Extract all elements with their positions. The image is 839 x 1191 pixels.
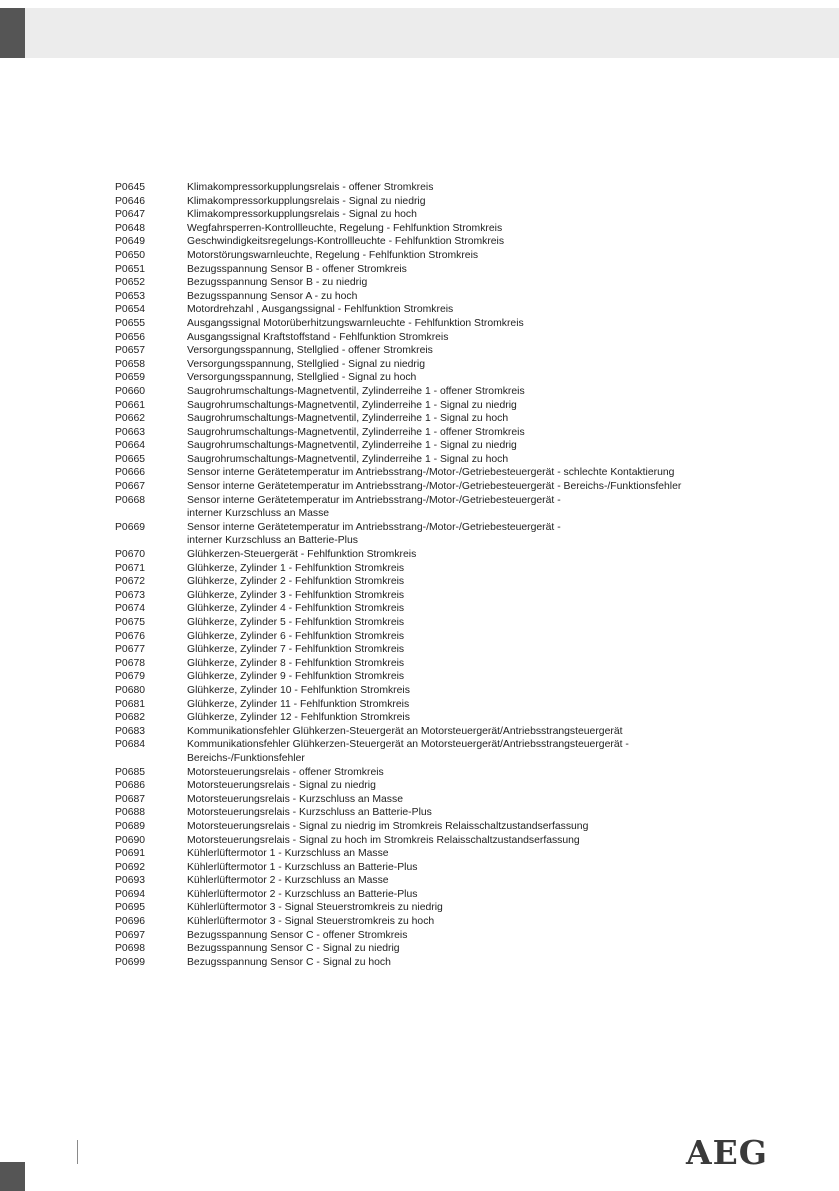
fault-code-row xyxy=(115,548,815,562)
fault-code: P0680 xyxy=(115,684,146,696)
fault-description: Ausgangssignal Motorüberhitzungswarnleuchte - Fehlfunktion Stromkreis xyxy=(187,317,524,329)
fault-description: Sensor interne Gerätetemperatur im Antriebsstrang-/Motor-/Getriebesteuergerät - schlechte Kontaktierung xyxy=(187,467,675,479)
fault-code-row xyxy=(115,399,815,413)
fault-code: P0665 xyxy=(115,453,146,465)
fault-code: P0688 xyxy=(115,807,146,819)
footer-divider xyxy=(77,1140,78,1164)
header-tab xyxy=(0,8,25,58)
fault-code-row xyxy=(115,426,815,440)
fault-description: Motorstörungswarnleuchte, Regelung - Fehlfunktion Stromkreis xyxy=(187,249,479,261)
fault-code-row xyxy=(115,602,815,616)
fault-code-row xyxy=(115,670,815,684)
fault-code-row xyxy=(115,195,815,209)
fault-code-row xyxy=(115,466,815,480)
fault-code: P0649 xyxy=(115,236,146,248)
fault-code-row xyxy=(115,820,815,834)
fault-code-row xyxy=(115,643,815,657)
fault-code: P0670 xyxy=(115,549,146,561)
fault-code: P0668 xyxy=(115,494,146,506)
fault-code: P0648 xyxy=(115,222,146,234)
fault-description: Klimakompressorkupplungsrelais - Signal zu hoch xyxy=(187,209,417,221)
fault-description: Glühkerze, Zylinder 10 - Fehlfunktion Stromkreis xyxy=(187,684,410,696)
fault-code-row xyxy=(115,371,815,385)
fault-code: P0692 xyxy=(115,861,146,873)
fault-code-row xyxy=(115,439,815,453)
fault-description: Motorsteuerungsrelais - offener Stromkreis xyxy=(187,766,384,778)
fault-code-row xyxy=(115,834,815,848)
fault-description: Saugrohrumschaltungs-Magnetventil, Zylinderreihe 1 - Signal zu hoch xyxy=(187,413,509,425)
fault-description: Sensor interne Gerätetemperatur im Antriebsstrang-/Motor-/Getriebesteuergerät - interner Kurzschluss an Batterie-Plus xyxy=(187,521,561,547)
fault-code-row xyxy=(115,861,815,875)
fault-code: P0682 xyxy=(115,712,146,724)
fault-code: P0683 xyxy=(115,725,146,737)
fault-description: Glühkerze, Zylinder 7 - Fehlfunktion Stromkreis xyxy=(187,644,405,656)
fault-code: P0652 xyxy=(115,277,146,289)
fault-description: Wegfahrsperren-Kontrollleuchte, Regelung - Fehlfunktion Stromkreis xyxy=(187,222,503,234)
fault-description: Kommunikationsfehler Glühkerzen-Steuergerät an Motorsteuergerät/Antriebsstrangsteuergerät - Bereichs-/Funktionsfehler xyxy=(187,739,629,764)
fault-code: P0677 xyxy=(115,644,146,656)
fault-code-row xyxy=(115,589,815,603)
fault-code-row xyxy=(115,847,815,861)
fault-description: Glühkerze, Zylinder 2 - Fehlfunktion Stromkreis xyxy=(187,576,405,588)
fault-code-row xyxy=(115,766,815,780)
fault-description: Kommunikationsfehler Glühkerzen-Steuergerät an Motorsteuergerät/Antriebsstrangsteuergerät xyxy=(187,725,623,737)
fault-code: P0645 xyxy=(115,182,146,193)
fault-code-row xyxy=(115,249,815,263)
fault-code: P0697 xyxy=(115,929,146,941)
fault-code-row xyxy=(115,806,815,820)
fault-description: Bezugsspannung Sensor C - Signal zu hoch xyxy=(187,956,391,968)
fault-code-row xyxy=(115,208,815,222)
fault-code: P0689 xyxy=(115,820,146,832)
fault-code: P0684 xyxy=(115,739,146,751)
fault-description: Versorgungsspannung, Stellglied - Signal zu niedrig xyxy=(187,358,425,370)
fault-code: P0676 xyxy=(115,630,146,642)
fault-code-row xyxy=(115,616,815,630)
fault-code: P0669 xyxy=(115,521,146,533)
fault-description: Kühlerlüftermotor 2 - Kurzschluss an Masse xyxy=(187,875,389,887)
fault-code-row xyxy=(115,698,815,712)
fault-description: Saugrohrumschaltungs-Magnetventil, Zylinderreihe 1 - Signal zu niedrig xyxy=(187,399,517,411)
fault-code-row xyxy=(115,793,815,807)
fault-code-row xyxy=(115,888,815,902)
fault-code-row xyxy=(115,901,815,915)
fault-code-row xyxy=(115,562,815,576)
fault-code: P0655 xyxy=(115,317,146,329)
fault-description: Sensor interne Gerätetemperatur im Antriebsstrang-/Motor-/Getriebesteuergerät - Bereichs-/Funktionsfehler xyxy=(187,481,682,493)
fault-code: P0660 xyxy=(115,385,146,397)
fault-description: Kühlerlüftermotor 2 - Kurzschluss an Batterie-Plus xyxy=(187,888,418,900)
fault-code: P0685 xyxy=(115,766,146,778)
fault-code: P0674 xyxy=(115,603,146,615)
fault-description: Versorgungsspannung, Stellglied - offener Stromkreis xyxy=(187,345,433,357)
fault-code: P0653 xyxy=(115,290,146,302)
fault-description: Kühlerlüftermotor 3 - Signal Steuerstromkreis zu niedrig xyxy=(187,902,443,914)
fault-code: P0646 xyxy=(115,195,146,207)
fault-description: Glühkerze, Zylinder 12 - Fehlfunktion Stromkreis xyxy=(187,712,410,724)
fault-code-list xyxy=(115,181,815,969)
fault-description: Glühkerze, Zylinder 1 - Fehlfunktion Stromkreis xyxy=(187,562,405,574)
fault-code-row xyxy=(115,779,815,793)
fault-description: Motorsteuerungsrelais - Kurzschluss an Masse xyxy=(187,793,403,805)
fault-code: P0699 xyxy=(115,956,146,968)
fault-code-row xyxy=(115,412,815,426)
fault-description: Geschwindigkeitsregelungs-Kontrollleuchte - Fehlfunktion Stromkreis xyxy=(187,236,505,248)
fault-code: P0696 xyxy=(115,916,146,928)
header-band xyxy=(0,8,839,58)
fault-code: P0691 xyxy=(115,848,146,860)
fault-code-row xyxy=(115,929,815,943)
fault-code: P0657 xyxy=(115,345,146,357)
fault-code-row xyxy=(115,263,815,277)
fault-code: P0675 xyxy=(115,617,146,628)
fault-code-row xyxy=(115,181,815,195)
fault-code-row xyxy=(115,276,815,290)
fault-description: Glühkerze, Zylinder 8 - Fehlfunktion Stromkreis xyxy=(187,657,405,669)
fault-description: Kühlerlüftermotor 1 - Kurzschluss an Masse xyxy=(187,848,389,860)
fault-description: Versorgungsspannung, Stellglied - Signal zu hoch xyxy=(187,372,417,384)
fault-description: Bezugsspannung Sensor B - zu niedrig xyxy=(187,277,368,289)
fault-code: P0686 xyxy=(115,780,146,792)
fault-code-row xyxy=(115,290,815,304)
fault-code-row xyxy=(115,222,815,236)
fault-description: Glühkerze, Zylinder 9 - Fehlfunktion Stromkreis xyxy=(187,671,405,683)
fault-code-row xyxy=(115,942,815,956)
fault-code: P0671 xyxy=(115,562,146,574)
fault-code-row xyxy=(115,684,815,698)
fault-description: Saugrohrumschaltungs-Magnetventil, Zylinderreihe 1 - Signal zu niedrig xyxy=(187,440,517,452)
fault-code-row xyxy=(115,303,815,317)
fault-code: P0693 xyxy=(115,875,146,887)
fault-code: P0694 xyxy=(115,888,146,900)
fault-code: P0667 xyxy=(115,481,146,493)
fault-code: P0672 xyxy=(115,576,146,588)
fault-code: P0695 xyxy=(115,902,146,914)
fault-description: Bezugsspannung Sensor B - offener Stromkreis xyxy=(187,263,407,275)
fault-code: P0690 xyxy=(115,834,146,846)
fault-code: P0658 xyxy=(115,358,146,370)
fault-code: P0650 xyxy=(115,249,146,261)
fault-description: Sensor interne Gerätetemperatur im Antriebsstrang-/Motor-/Getriebesteuergerät - interner Kurzschluss an Masse xyxy=(187,494,561,520)
fault-code: P0678 xyxy=(115,657,146,669)
fault-code-row xyxy=(115,480,815,494)
fault-code-row xyxy=(115,344,815,358)
fault-description: Bezugsspannung Sensor C - offener Stromkreis xyxy=(187,929,408,941)
fault-description: Glühkerze, Zylinder 6 - Fehlfunktion Stromkreis xyxy=(187,630,405,642)
fault-description: Bezugsspannung Sensor A - zu hoch xyxy=(187,290,358,302)
fault-description: Saugrohrumschaltungs-Magnetventil, Zylinderreihe 1 - offener Stromkreis xyxy=(187,385,525,397)
fault-code-row xyxy=(115,711,815,725)
fault-code: P0663 xyxy=(115,426,146,438)
fault-code-row xyxy=(115,657,815,671)
fault-code-row xyxy=(115,956,815,970)
fault-code-row xyxy=(115,725,815,739)
fault-code: P0664 xyxy=(115,440,146,452)
fault-description: Motordrehzahl , Ausgangssignal - Fehlfunktion Stromkreis xyxy=(187,304,454,316)
fault-code-row xyxy=(115,915,815,929)
fault-description: Glühkerze, Zylinder 4 - Fehlfunktion Stromkreis xyxy=(187,603,405,615)
fault-code-row xyxy=(115,235,815,249)
fault-code-row xyxy=(115,575,815,589)
fault-description: Glühkerze, Zylinder 11 - Fehlfunktion Stromkreis xyxy=(187,698,410,710)
fault-code-row xyxy=(115,521,815,548)
fault-description: Glühkerze, Zylinder 5 - Fehlfunktion Stromkreis xyxy=(187,617,405,628)
fault-code-row xyxy=(115,874,815,888)
fault-code-row xyxy=(115,358,815,372)
fault-description: Kühlerlüftermotor 1 - Kurzschluss an Batterie-Plus xyxy=(187,861,418,873)
fault-code-row xyxy=(115,738,815,765)
fault-description: Kühlerlüftermotor 3 - Signal Steuerstromkreis zu hoch xyxy=(187,916,435,928)
fault-description: Bezugsspannung Sensor C - Signal zu niedrig xyxy=(187,943,400,955)
fault-code: P0654 xyxy=(115,304,146,316)
fault-description: Klimakompressorkupplungsrelais - Signal zu niedrig xyxy=(187,195,426,207)
fault-code-row xyxy=(115,453,815,467)
fault-code: P0659 xyxy=(115,372,146,384)
fault-code-row xyxy=(115,331,815,345)
fault-code: P0656 xyxy=(115,331,146,343)
fault-code: P0661 xyxy=(115,399,146,411)
fault-code: P0687 xyxy=(115,793,146,805)
fault-description: Motorsteuerungsrelais - Signal zu niedrig im Stromkreis Relaisschaltzustandserfassung xyxy=(187,820,589,832)
fault-description: Motorsteuerungsrelais - Kurzschluss an Batterie-Plus xyxy=(187,807,432,819)
fault-code-row xyxy=(115,630,815,644)
fault-description: Saugrohrumschaltungs-Magnetventil, Zylinderreihe 1 - offener Stromkreis xyxy=(187,426,525,438)
fault-code: P0651 xyxy=(115,263,146,275)
brand-logo: AEG xyxy=(686,1133,768,1172)
fault-code: P0673 xyxy=(115,589,146,601)
fault-code: P0662 xyxy=(115,413,146,425)
fault-code-row xyxy=(115,317,815,331)
fault-description: Klimakompressorkupplungsrelais - offener Stromkreis xyxy=(187,182,434,193)
fault-description: Motorsteuerungsrelais - Signal zu niedrig xyxy=(187,780,376,792)
fault-code: P0679 xyxy=(115,671,146,683)
fault-description: Glühkerzen-Steuergerät - Fehlfunktion Stromkreis xyxy=(187,549,417,561)
fault-description: Motorsteuerungsrelais - Signal zu hoch im Stromkreis Relaisschaltzustandserfassung xyxy=(187,834,580,846)
fault-description: Ausgangssignal Kraftstoffstand - Fehlfunktion Stromkreis xyxy=(187,331,449,343)
fault-code: P0681 xyxy=(115,698,146,710)
fault-code-row xyxy=(115,494,815,521)
footer-tab xyxy=(0,1162,25,1191)
fault-description: Saugrohrumschaltungs-Magnetventil, Zylinderreihe 1 - Signal zu hoch xyxy=(187,453,509,465)
fault-code: P0666 xyxy=(115,467,146,479)
fault-description: Glühkerze, Zylinder 3 - Fehlfunktion Stromkreis xyxy=(187,589,405,601)
fault-code: P0647 xyxy=(115,209,146,221)
fault-code-row xyxy=(115,385,815,399)
fault-code: P0698 xyxy=(115,943,146,955)
